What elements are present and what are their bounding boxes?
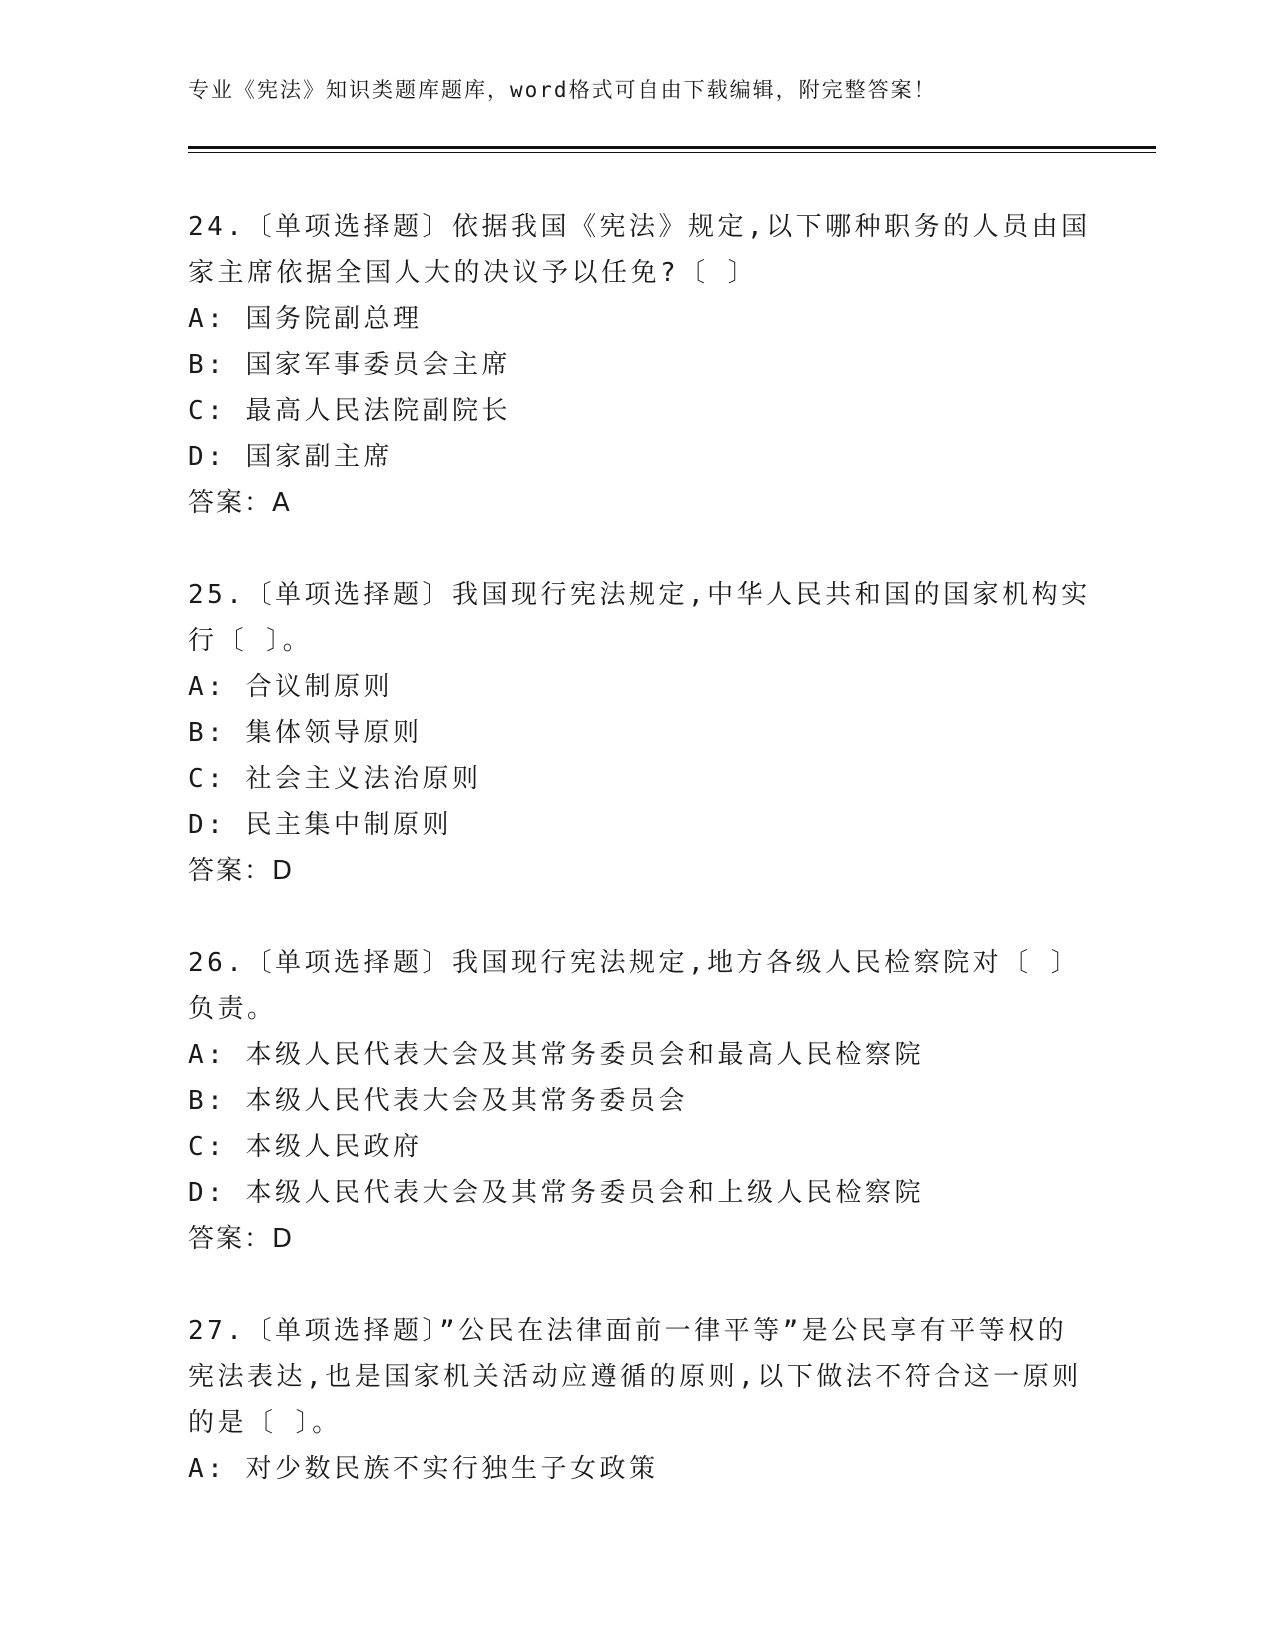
option-a: A: 合议制原则 (188, 672, 393, 702)
option-d: D: 国家副主席 (188, 442, 393, 472)
question-27 (188, 1308, 1108, 1492)
question-26 (188, 940, 1108, 1262)
option-b: B: 集体领导原则 (188, 718, 423, 748)
header-rule-thick (188, 146, 1156, 149)
question-stem-line: 负责。 (188, 994, 277, 1024)
question-25 (188, 572, 1108, 894)
option-c: C: 最高人民法院副院长 (188, 396, 511, 426)
question-stem-line: 行〔 〕。 (188, 626, 313, 656)
question-stem-line: 27.〔单项选择题〕”公民在法律面前一律平等”是公民享有平等权的 (188, 1316, 1068, 1346)
option-b: B: 本级人民代表大会及其常务委员会 (188, 1086, 688, 1116)
question-list (188, 204, 1108, 1538)
question-stem-line: 的是〔 〕。 (188, 1408, 342, 1438)
option-d: D: 民主集中制原则 (188, 810, 452, 840)
question-stem-line: 家主席依据全国人大的决议予以任免?〔 〕 (188, 258, 758, 288)
option-c: C: 社会主义法治原则 (188, 764, 482, 794)
option-b: B: 国家军事委员会主席 (188, 350, 511, 380)
option-d: D: 本级人民代表大会及其常务委员会和上级人民检察院 (188, 1178, 924, 1208)
answer-label: 答案：A (188, 488, 292, 518)
option-a: A: 国务院副总理 (188, 304, 423, 334)
question-stem-line: 25.〔单项选择题〕我国现行宪法规定,中华人民共和国的国家机构实 (188, 580, 1091, 610)
question-24 (188, 204, 1108, 526)
question-stem-line: 26.〔单项选择题〕我国现行宪法规定,地方各级人民检察院对〔 〕 (188, 948, 1081, 978)
answer-label: 答案：D (188, 1224, 295, 1254)
answer-label: 答案：D (188, 856, 295, 886)
question-stem-line: 宪法表达,也是国家机关活动应遵循的原则,以下做法不符合这一原则 (188, 1362, 1082, 1392)
page-header: 专业《宪法》知识类题库题库，word格式可自由下载编辑，附完整答案！ (188, 78, 937, 102)
option-a: A: 本级人民代表大会及其常务委员会和最高人民检察院 (188, 1040, 924, 1070)
option-c: C: 本级人民政府 (188, 1132, 423, 1162)
header-rule-thin (188, 152, 1156, 153)
option-a: A: 对少数民族不实行独生子女政策 (188, 1454, 659, 1484)
question-stem-line: 24.〔单项选择题〕依据我国《宪法》规定,以下哪种职务的人员由国 (188, 212, 1091, 242)
